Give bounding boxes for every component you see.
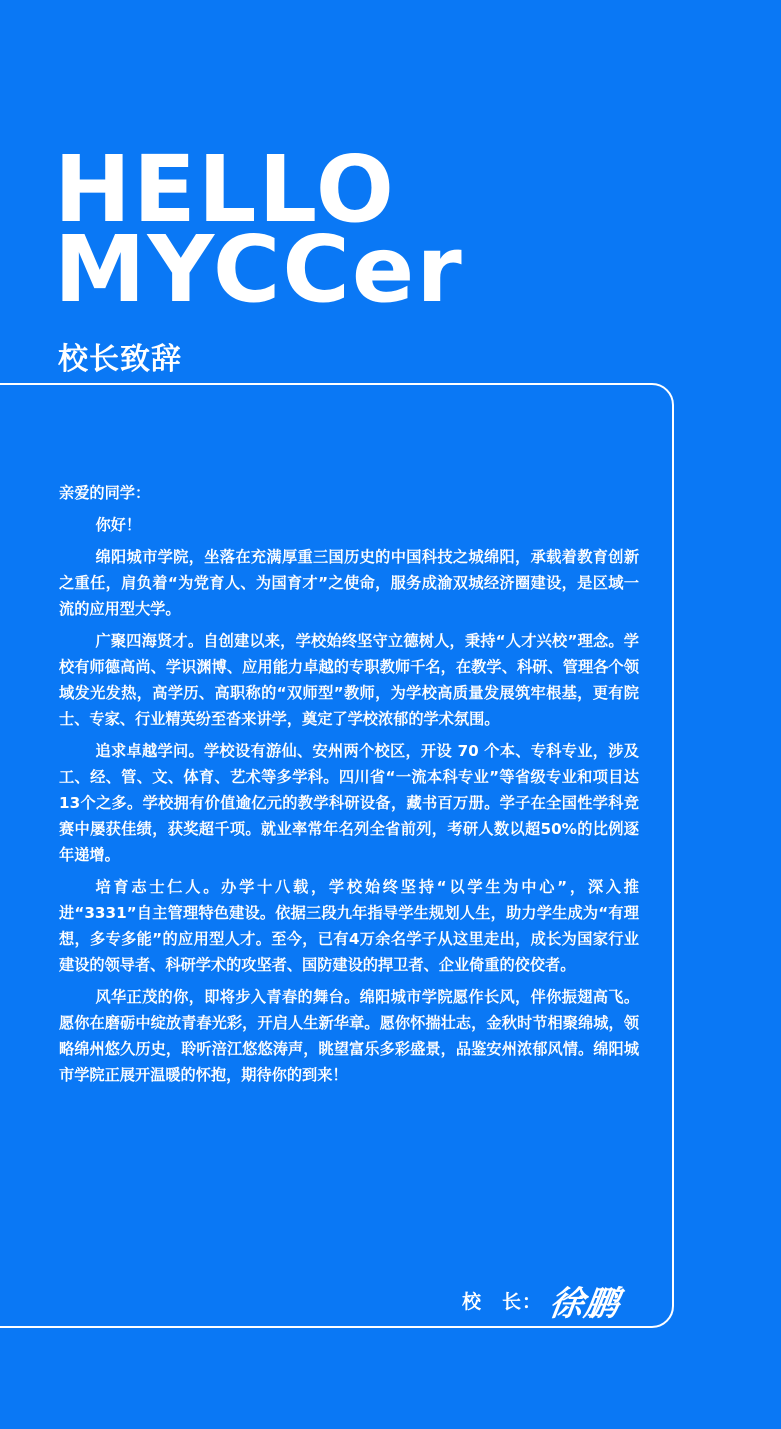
letter-paragraph: 培育志士仁人。办学十八载，学校始终坚持“以学生为中心”，深入推进“3331”自主管理特色建设。依据三段九年指导学生规划人生，助力学生成为“有理想，多专多能”的应用型人才。至今，已有4万余名学子从这里走出，成长为国家行业建设的领导者、科研学术的攻坚者、国防建设的捍卫者、企业倚重的佼佼者。 (59, 878, 639, 974)
hero-line-hello: HELLO (54, 136, 397, 243)
hero-heading (54, 136, 464, 323)
letter-paragraph: 风华正茂的你，即将步入青春的舞台。绵阳城市学院愿作长风，伴你振翅高飞。愿你在磨砺中绽放青春光彩，开启人生新华章。愿你怀揣壮志，金秋时节相聚绵城，领略绵州悠久历史，聆听涪江悠悠涛声，眺望富乐多彩盛景，品鉴安州浓郁风情。绵阳城市学院正展开温暖的怀抱，期待你的到来！ (59, 988, 639, 1084)
letter-salutation: 亲爱的同学： (59, 484, 151, 502)
hero-line-myccer: MYCCer (54, 216, 464, 323)
section-title: 校长致辞 (58, 342, 182, 377)
letter-paragraph: 绵阳城市学院，坐落在充满厚重三国历史的中国科技之城绵阳，承载着教育创新之重任，肩负着“为党育人、为国育才”之使命，服务成渝双城经济圈建设，是区域一流的应用型大学。 (59, 548, 639, 618)
signature-block (462, 1276, 623, 1325)
letter-body (59, 480, 639, 1094)
signature-name: 徐鹏 (546, 1284, 623, 1324)
letter-greeting: 你好！ (95, 516, 142, 534)
signature-label: 校 长： (462, 1291, 543, 1313)
letter-paragraph: 广聚四海贤才。自创建以来，学校始终坚守立德树人，秉持“人才兴校”理念。学校有师德高尚、学识渊博、应用能力卓越的专职教师千名，在教学、科研、管理各个领域发光发热，高学历、高职称的“双师型”教师，为学校高质量发展筑牢根基，更有院士、专家、行业精英纷至沓来讲学，奠定了学校浓郁的学术氛围。 (59, 632, 639, 728)
letter-paragraph: 追求卓越学问。学校设有游仙、安州两个校区，开设 70 个本、专科专业，涉及工、经、管、文、体育、艺术等多学科。四川省“一流本科专业”等省级专业和项目达13个之多。学校拥有价值逾亿元的教学科研设备，藏书百万册。学子在全国性学科竞赛中屡获佳绩，获奖超千项。就业率常年名列全省前列，考研人数以超50%的比例逐年递增。 (59, 742, 639, 864)
